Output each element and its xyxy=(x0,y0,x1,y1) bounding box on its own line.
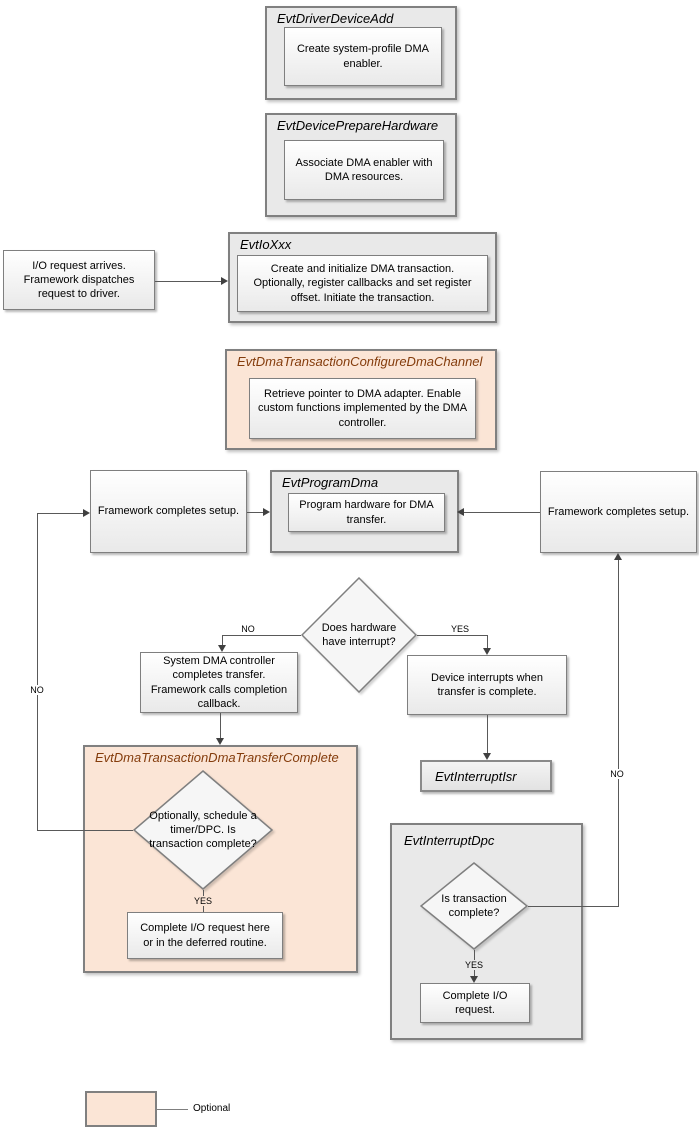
arrowhead-right-to-programdma xyxy=(457,508,464,516)
connector-decision-yes-horizontal xyxy=(417,635,487,636)
node-program-hardware: Program hardware for DMA transfer. xyxy=(288,493,445,532)
node-device-interrupts: Device interrupts when transfer is complete. xyxy=(407,655,567,715)
arrowhead-left-no-into-framework xyxy=(83,509,90,517)
arrowhead-left-to-programdma xyxy=(263,508,270,516)
node-framework-completes-setup-left: Framework completes setup. xyxy=(90,470,247,553)
arrowhead-systemdma-to-transfercomplete xyxy=(216,738,224,745)
arrowhead-decision-no xyxy=(218,645,226,652)
label-yes-peach: YES xyxy=(193,896,213,906)
title-evt-program-dma: EvtProgramDma xyxy=(282,475,379,490)
connector-left-no-top xyxy=(37,513,83,514)
legend-optional-swatch xyxy=(85,1091,157,1127)
node-evt-interrupt-isr: EvtInterruptIsr xyxy=(420,760,552,792)
container-evt-dma-configure-dma-channel xyxy=(225,349,497,450)
connector-dpc-no-vertical xyxy=(618,560,619,907)
title-evt-device-prepare-hardware: EvtDevicePrepareHardware xyxy=(277,118,439,133)
connector-dpc-no-horizontal xyxy=(528,906,619,907)
arrowhead-io-to-evtioxxx xyxy=(221,277,228,285)
label-no-left-loop: NO xyxy=(30,685,44,695)
container-evt-device-prepare-hardware xyxy=(265,113,457,217)
label-no-decision: NO xyxy=(241,624,255,634)
title-evt-io-xxx: EvtIoXxx xyxy=(240,237,292,252)
arrowhead-device-to-isr xyxy=(483,753,491,760)
node-framework-completes-setup-right: Framework completes setup. xyxy=(540,471,697,553)
connector-left-to-programdma xyxy=(247,512,263,513)
node-system-dma-controller: System DMA controller completes transfer. Framework calls completion callback. xyxy=(140,652,298,713)
node-associate-dma-enabler: Associate DMA enabler with DMA resources. xyxy=(284,140,444,200)
node-create-dma-enabler: Create system-profile DMA enabler. xyxy=(284,27,442,86)
container-evt-io-xxx xyxy=(228,232,497,323)
node-create-initialize-transaction: Create and initialize DMA transaction. Optionally, register callbacks and set register offset. Initiate the transaction. xyxy=(237,255,488,312)
arrowhead-decision-yes xyxy=(483,648,491,655)
decision-transaction-complete-dpc-text: Is transaction complete? xyxy=(441,892,507,919)
connector-left-no-vertical xyxy=(37,513,38,831)
arrowhead-dpc-no-into-framework xyxy=(614,553,622,560)
node-complete-io-deferred: Complete I/O request here or in the deferred routine. xyxy=(127,912,283,959)
label-no-dpc-loop: NO xyxy=(610,769,624,779)
title-evt-dma-transfer-complete: EvtDmaTransactionDmaTransferComplete xyxy=(95,750,339,765)
node-complete-io-request: Complete I/O request. xyxy=(420,983,530,1023)
container-evt-program-dma xyxy=(270,470,459,553)
connector-right-to-programdma xyxy=(464,512,540,513)
node-retrieve-dma-adapter: Retrieve pointer to DMA adapter. Enable custom functions implemented by the DMA controller. xyxy=(249,378,476,439)
arrowhead-dpc-yes xyxy=(470,976,478,983)
decision-hardware-interrupt xyxy=(301,577,417,693)
label-yes-decision: YES xyxy=(450,624,470,634)
decision-transaction-complete-optional xyxy=(133,770,273,890)
connector-decision-no-horizontal xyxy=(222,635,301,636)
connector-left-no-bottom xyxy=(37,830,133,831)
container-evt-driver-device-add xyxy=(265,6,457,100)
title-evt-driver-device-add: EvtDriverDeviceAdd xyxy=(277,11,394,26)
node-io-request-arrives: I/O request arrives. Framework dispatches request to driver. xyxy=(3,250,155,310)
decision-transaction-complete-dpc xyxy=(420,862,528,950)
legend-connector-line xyxy=(157,1109,188,1110)
decision-hardware-interrupt-text: Does hardware have interrupt? xyxy=(321,621,397,648)
connector-device-to-isr xyxy=(487,715,488,754)
connector-io-to-evtioxxx xyxy=(155,281,221,282)
label-yes-dpc: YES xyxy=(464,960,484,970)
connector-decision-yes-vertical xyxy=(487,635,488,649)
title-evt-interrupt-dpc: EvtInterruptDpc xyxy=(404,833,495,848)
decision-transaction-complete-optional-text: Optionally, schedule a timer/DPC. Is transaction complete? xyxy=(149,809,257,851)
title-evt-dma-configure-dma-channel: EvtDmaTransactionConfigureDmaChannel xyxy=(237,354,483,369)
legend-optional-label: Optional xyxy=(193,1103,231,1114)
connector-systemdma-to-transfercomplete xyxy=(220,713,221,739)
